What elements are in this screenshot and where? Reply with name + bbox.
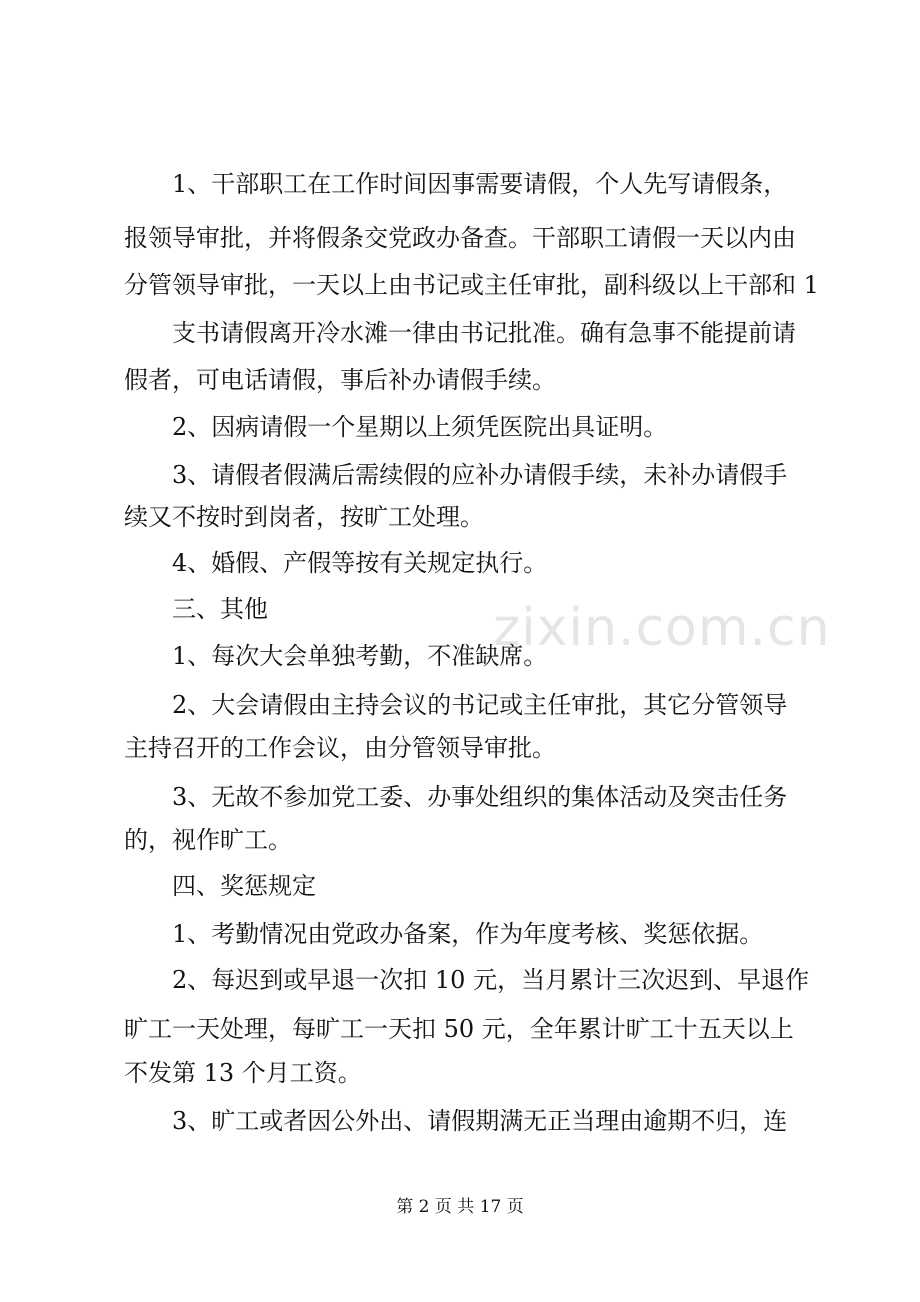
page-footer: 第 2 页 共 17 页 bbox=[396, 1197, 524, 1217]
section-heading: 四、奖惩规定 bbox=[172, 872, 316, 900]
text-line: 假者，可电话请假，事后补办请假手续。 bbox=[124, 366, 556, 394]
text-line: 报领导审批，并将假条交党政办备查。干部职工请假一天以内由 bbox=[124, 224, 796, 252]
text-line: 分管领导审批，一天以上由书记或主任审批，副科级以上干部和 1 bbox=[124, 271, 819, 299]
text-line: 的，视作旷工。 bbox=[124, 826, 292, 854]
text-line: 3、旷工或者因公外出、请假期满无正当理由逾期不归，连 bbox=[172, 1107, 788, 1135]
text-line: 1、每次大会单独考勤，不准缺席。 bbox=[172, 642, 548, 670]
text-line: 旷工一天处理，每旷工一天扣 50 元，全年累计旷工十五天以上 bbox=[124, 1015, 794, 1043]
text-line: 主持召开的工作会议，由分管领导审批。 bbox=[124, 734, 556, 762]
text-line: 2、每迟到或早退一次扣 10 元，当月累计三次迟到、早退作 bbox=[172, 966, 810, 994]
text-line: 3、请假者假满后需续假的应补办请假手续，未补办请假手 bbox=[172, 461, 788, 489]
text-line: 不发第 13 个月工资。 bbox=[124, 1059, 362, 1087]
section-heading: 三、其他 bbox=[172, 595, 268, 623]
text-line: 支书请假离开冷水滩一律由书记批准。确有急事不能提前请 bbox=[172, 319, 796, 347]
text-line: 2、因病请假一个星期以上须凭医院出具证明。 bbox=[172, 413, 668, 441]
text-line: 续又不按时到岗者，按旷工处理。 bbox=[124, 503, 484, 531]
text-line: 1、干部职工在工作时间因事需要请假，个人先写请假条， bbox=[172, 170, 788, 198]
text-line: 2、大会请假由主持会议的书记或主任审批，其它分管领导 bbox=[172, 691, 788, 719]
text-line: 1、考勤情况由党政办备案，作为年度考核、奖惩依据。 bbox=[172, 920, 764, 948]
watermark: zixin.com.cn bbox=[493, 598, 831, 658]
text-line: 4、婚假、产假等按有关规定执行。 bbox=[172, 549, 548, 577]
text-line: 3、无故不参加党工委、办事处组织的集体活动及突击任务 bbox=[172, 783, 788, 811]
